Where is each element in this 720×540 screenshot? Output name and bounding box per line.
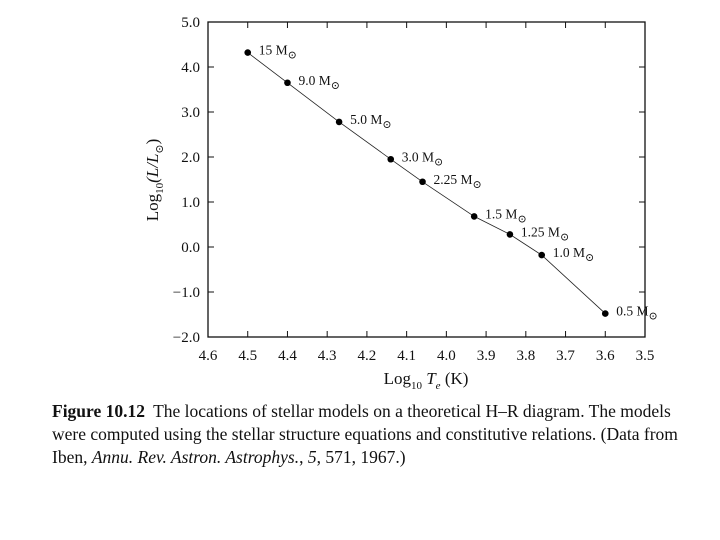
x-tick-label: 4.1 bbox=[397, 348, 417, 364]
x-tick-label: 4.6 bbox=[198, 348, 218, 364]
model-mass-label: 1.0 $M_⊙$ bbox=[552, 245, 595, 265]
caption-citation: , 571, 1967.) bbox=[316, 447, 406, 467]
model-mass-label: 9.0 $M_⊙$ bbox=[298, 72, 340, 92]
model-mass-label: 1.5 $M_⊙$ bbox=[485, 206, 527, 226]
model-mass-label: 2.25 $M_⊙$ bbox=[433, 171, 482, 191]
x-tick-label: 4.0 bbox=[436, 348, 456, 364]
model-mass-label: 1.25 $M_⊙$ bbox=[520, 224, 570, 244]
x-tick-label: 3.8 bbox=[516, 348, 536, 364]
x-tick-label: 4.4 bbox=[278, 348, 297, 364]
x-tick-label: 3.5 bbox=[635, 348, 655, 364]
figure-caption bbox=[52, 400, 682, 469]
x-axis bbox=[198, 22, 658, 364]
data-points bbox=[244, 43, 657, 323]
model-point bbox=[336, 119, 343, 126]
y-tick-label: 3.0 bbox=[181, 105, 200, 121]
caption-separator: , bbox=[299, 447, 308, 467]
y-tick-label: −1.0 bbox=[172, 285, 200, 301]
y-tick-label: 5.0 bbox=[181, 15, 200, 31]
model-point bbox=[602, 310, 609, 317]
model-point bbox=[419, 178, 426, 185]
y-tick-label: 2.0 bbox=[181, 150, 200, 166]
x-tick-label: 3.6 bbox=[595, 348, 615, 364]
y-tick-label: 1.0 bbox=[181, 195, 200, 211]
model-point bbox=[244, 49, 251, 56]
y-tick-label: 0.0 bbox=[181, 240, 200, 256]
model-point bbox=[538, 252, 545, 259]
model-mass-label: 0.5 $M_⊙$ bbox=[616, 303, 658, 323]
y-axis bbox=[173, 15, 645, 346]
figure-label: Figure 10.12 bbox=[52, 401, 146, 421]
x-axis-label: Log$_{10}$ $T_e$ (K) bbox=[383, 369, 469, 392]
x-tick-label: 4.5 bbox=[238, 348, 258, 364]
x-tick-label: 4.3 bbox=[317, 348, 337, 364]
model-mass-label: 5.0 $M_⊙$ bbox=[350, 111, 392, 131]
y-tick-label: 4.0 bbox=[181, 60, 200, 76]
model-point bbox=[387, 156, 394, 163]
model-point bbox=[284, 79, 291, 86]
model-connecting-line bbox=[248, 53, 606, 314]
x-tick-label: 3.7 bbox=[556, 348, 575, 364]
x-tick-label: 4.2 bbox=[357, 348, 377, 364]
model-mass-label: 15 $M_⊙$ bbox=[258, 42, 297, 62]
y-axis-label: $Log_{10}(L/L_⊙)$ bbox=[143, 138, 166, 222]
model-point bbox=[507, 231, 514, 238]
model-point bbox=[471, 213, 478, 220]
model-mass-label: 3.0 $M_⊙$ bbox=[401, 149, 444, 169]
x-tick-label: 3.9 bbox=[476, 348, 496, 364]
caption-journal: Annu. Rev. Astron. Astrophys. bbox=[91, 447, 300, 467]
caption-text: The locations of stellar models on a theoretical H–R diagram. The models were computed using the stellar structure equations and constitutive relations. (Data from Iben, bbox=[52, 401, 678, 467]
caption-volume: 5 bbox=[307, 447, 317, 467]
y-tick-label: −2.0 bbox=[172, 330, 200, 346]
